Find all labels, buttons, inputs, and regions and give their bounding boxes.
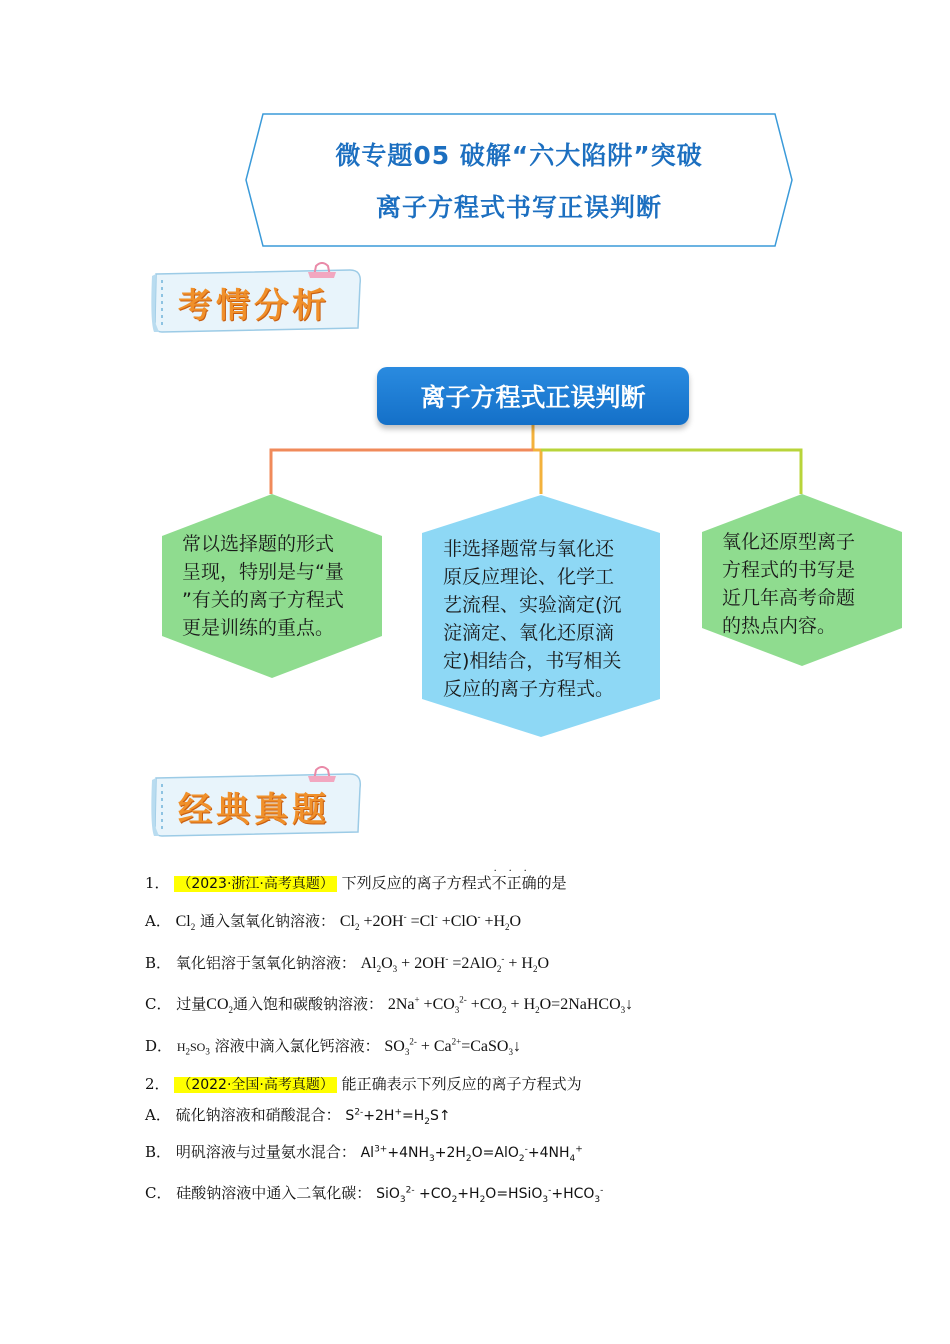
section-title-classic: 经典真题 [178,790,330,830]
equation: $SiO_3^{2-} +CO_2+H_2O=HSiO_3^-+HCO_3^-$ [376,1185,604,1205]
q1-option-b[interactable]: B． 氧化铝溶于氢氧化钠溶液： $Al_2O_3 + 2OH^- =2AlO_2^- + H_2O$ [145,953,550,975]
equation: $Al^{3+}+4NH_3+2H_2O=AlO_2^-+4NH_4^+$ [360,1144,583,1164]
q1-option-c[interactable]: C． 过量$CO_2$通入饱和碳酸钠溶液： $2Na^+ +CO_3^{2-} +CO_2$ + $H_2O=2NaHCO_3↓$ [145,994,634,1016]
question-1: 1． （2023·浙江·高考真题） 下列反应的离子方程式不正确 · · · 的是 [145,866,567,892]
source-badge: （2022·全国·高考真题） [174,1077,337,1093]
emphasis-text: 不正确 · · · [491,866,537,892]
q2-option-b[interactable]: B． 明矾溶液与过量氨水混合： $Al^{3+}+4NH_3+2H_2O=AlO_2^-+4NH_4^+$ [145,1143,583,1164]
section-tab-classic [150,766,365,840]
page-subtitle: 离子方程式书写正误判断 [375,193,662,222]
source-badge: （2023·浙江·高考真题） [174,876,337,892]
mindmap-node-3: 氧化还原型离子 方程式的书写是 近几年高考命题 的热点内容。 [722,531,856,637]
equation: $SO_3^{2-}$ + $Ca^{2+}=CaSO_3↓$ [384,1036,521,1058]
mindmap-header: 离子方程式正误判断 [377,367,689,425]
q1-option-a[interactable]: A． $Cl_2$ 通入氢氧化钠溶液： $Cl_2 +2OH^- =Cl^- +ClO^- +H_2O$ [145,911,522,933]
equation: $2Na^+ +CO_3^{2-} +CO_2$ + $H_2O=2NaHCO_3↓$ [387,994,634,1016]
mindmap-node-2: 非选择题常与氧化还 原反应理论、化学工 艺流程、实验滴定(沉 淀滴定、氧化还原滴 定)相结合，书写相关 反应的离子方程式。 [443,538,622,700]
section-title-analysis: 考情分析 [178,286,330,326]
q2-option-a[interactable]: A． 硫化钠溶液和硝酸混合： $S^{2-}+2H^+=H_2S↑$ [145,1106,451,1127]
page-title: 微专题05 破解“六大陷阱”突破 [335,141,703,170]
equation: $S^{2-}+2H^+=H_2S↑$ [345,1107,451,1127]
mindmap-node-1: 常以选择题的形式 呈现，特别是与“量 ”有关的离子方程式 更是训练的重点。 [182,533,344,639]
equation: $Al_2O_3 + 2OH^- =2AlO_2^- + H_2O$ [360,953,550,975]
equation: $Cl_2 +2OH^- =Cl^- +ClO^- +H_2O$ [339,911,522,933]
question-2: 2． （2022·全国·高考真题） 能正确表示下列反应的离子方程式为 [145,1075,582,1093]
q2-option-c[interactable]: C． 硅酸钠溶液中通入二氧化碳： $SiO_3^{2-} +CO_2+H_2O=HSiO_3^-+HCO_3^-$ [145,1184,604,1205]
q1-option-d[interactable]: D． $H_2SO_3$ 溶液中滴入氯化钙溶液： $SO_3^{2-}$ + $Ca^{2+}=CaSO_3↓$ [145,1036,521,1058]
